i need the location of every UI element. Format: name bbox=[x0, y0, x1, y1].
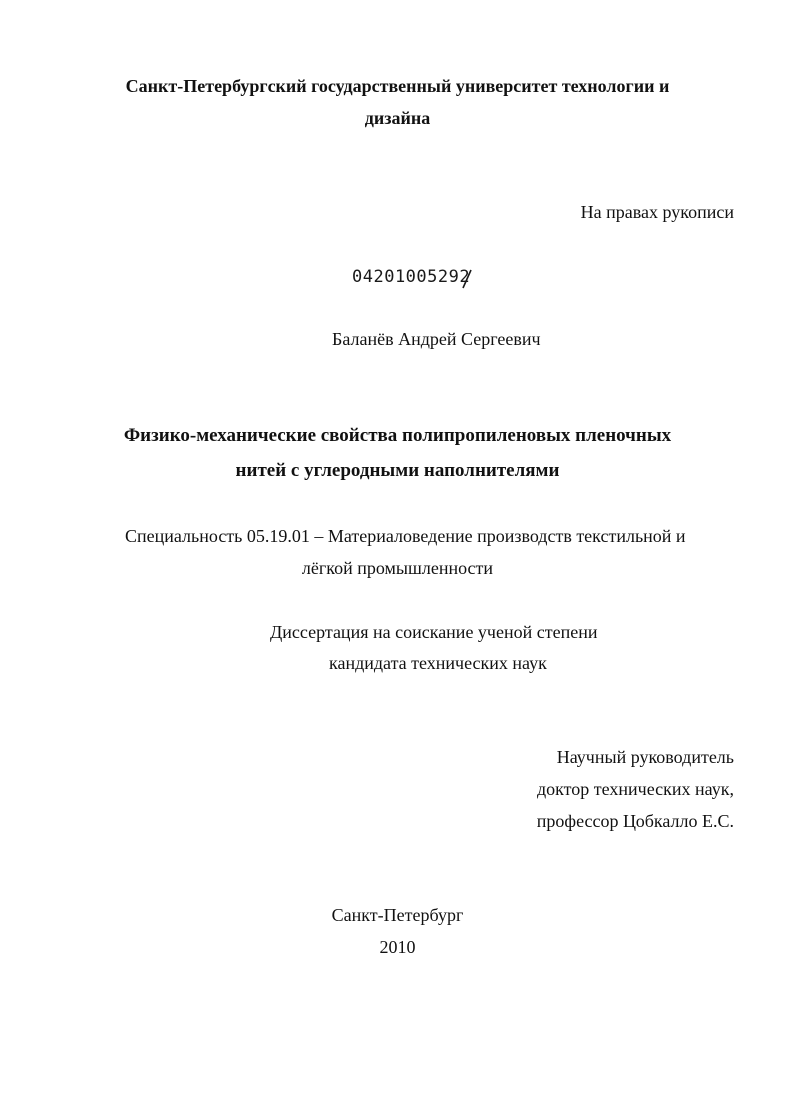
registry-stamp-number: 04201005292 bbox=[352, 267, 471, 287]
university-name-line-2: дизайна bbox=[364, 108, 431, 128]
registry-stamp bbox=[352, 267, 470, 287]
dissertation-line-1: Диссертация на соискание ученой степени bbox=[270, 622, 598, 642]
year: 2010 bbox=[379, 937, 416, 957]
city: Санкт-Петербург bbox=[331, 905, 464, 925]
university-name-line-1: Санкт-Петербургский государственный университет технологии и bbox=[125, 76, 670, 96]
dissertation-line-2: кандидата технических наук bbox=[329, 653, 547, 673]
advisor-degree: доктор технических наук, bbox=[537, 779, 734, 799]
specialty-line-2: лёгкой промышленности bbox=[301, 558, 494, 578]
advisor-name: профессор Цобкалло Е.С. bbox=[536, 811, 734, 831]
thesis-title-line-1: Физико-механические свойства полипропиленовых пленочных bbox=[123, 425, 672, 446]
author-name: Баланёв Андрей Сергеевич bbox=[332, 329, 541, 349]
handwritten-slash-mark bbox=[459, 269, 473, 289]
advisor-role: Научный руководитель bbox=[556, 747, 734, 767]
specialty-line-1: Специальность 05.19.01 – Материаловедение производств текстильной и bbox=[125, 526, 686, 546]
rights-note: На правах рукописи bbox=[580, 202, 734, 222]
thesis-title-line-2: нитей с углеродными наполнителями bbox=[235, 460, 560, 481]
